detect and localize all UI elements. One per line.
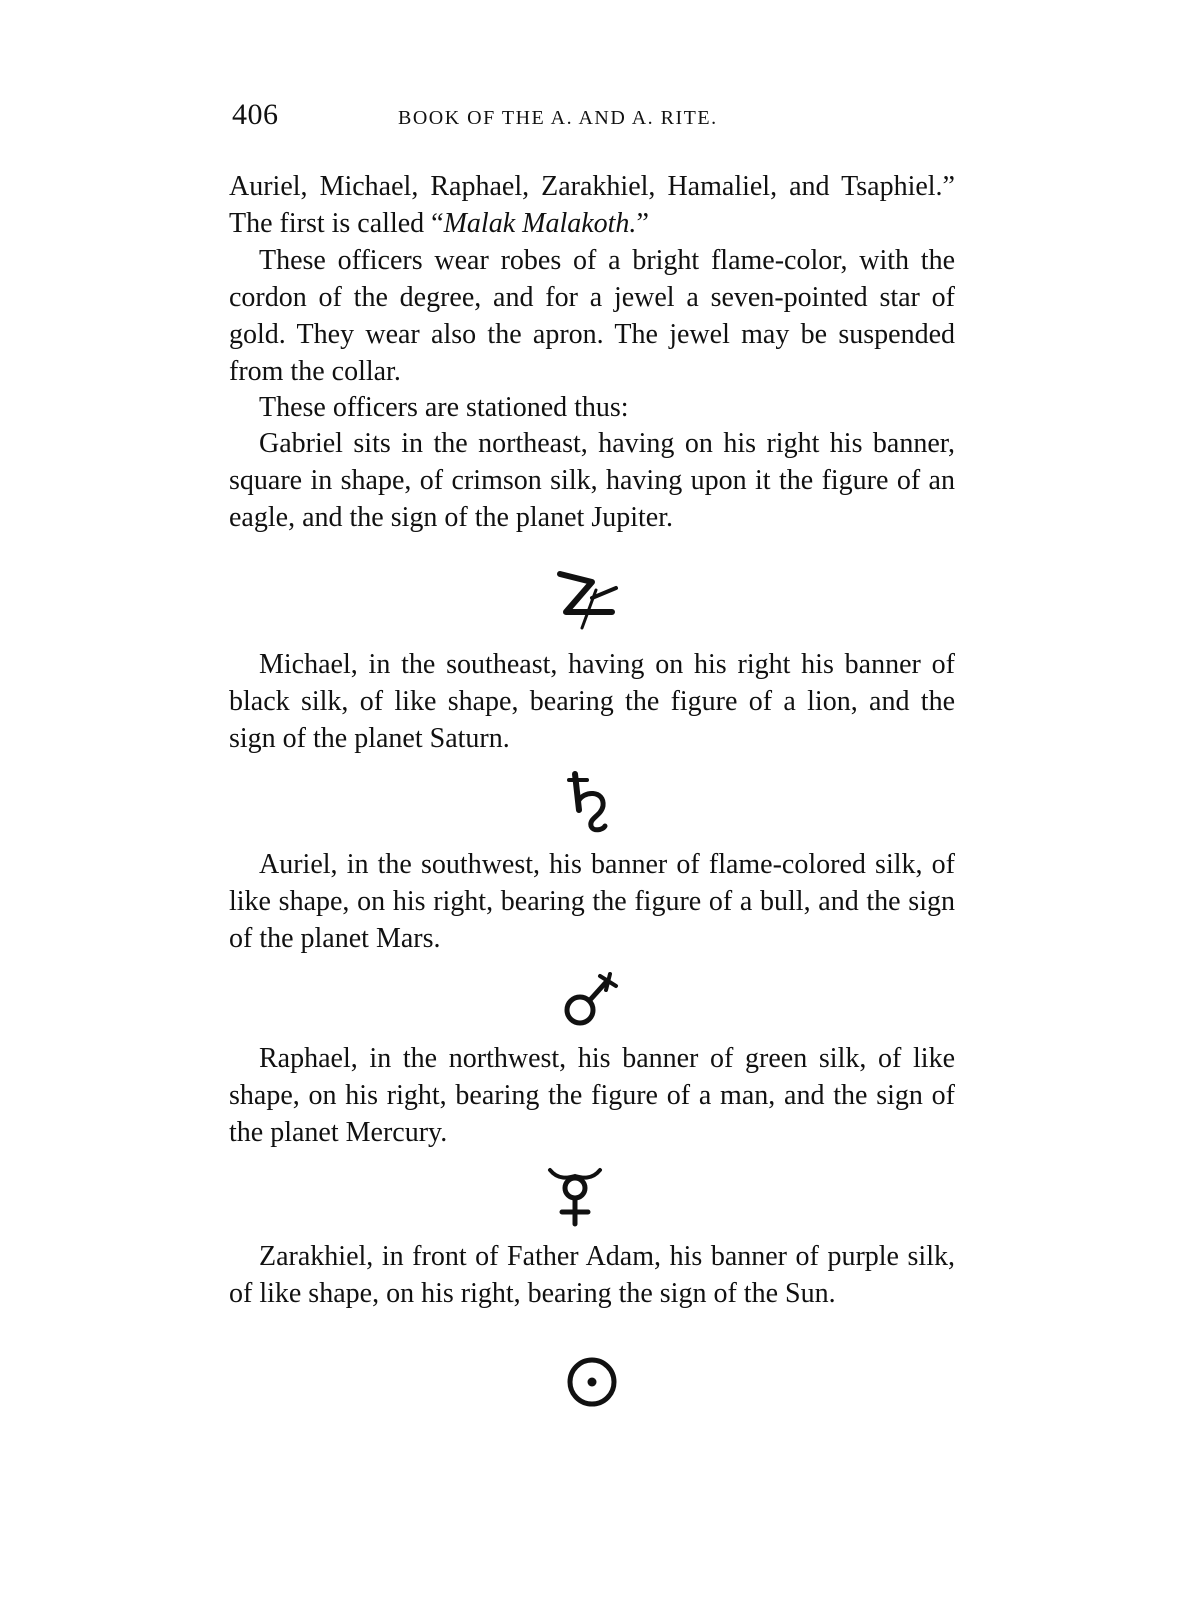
paragraph-raphael: Raphael, in the northwest, his banner of green silk, of like shape, on his right, bearing the figure of a man, and the sign of the planet Mercury. bbox=[229, 1043, 955, 1148]
mars-icon bbox=[560, 970, 620, 1030]
mercury-icon bbox=[540, 1162, 610, 1228]
paragraph-stationed: These officers are stationed thus: bbox=[259, 392, 629, 423]
italic-title: Malak Malakoth. bbox=[443, 208, 637, 239]
running-head: BOOK OF THE A. AND A. RITE. bbox=[398, 107, 718, 129]
page-number: 406 bbox=[232, 98, 279, 131]
paragraph-officers-robes: These officers wear robes of a bright flame-color, with the cordon of the degree, and for a jewel a seven-pointed star of gold. They wear also the apron. The jewel may be suspended from the collar. bbox=[229, 245, 955, 387]
paragraph-zarakhiel: Zarakhiel, in front of Father Adam, his banner of purple silk, of like shape, on his right, bearing the sign of the Sun. bbox=[229, 1241, 955, 1309]
page-header bbox=[232, 98, 832, 138]
paragraph-michael: Michael, in the southeast, having on his right his banner of black silk, of like shape, bearing the figure of a lion, and the sign of the planet Saturn. bbox=[229, 649, 955, 754]
paragraph-angel-names bbox=[229, 168, 955, 242]
closing-quote: ” bbox=[636, 208, 649, 239]
jupiter-icon bbox=[552, 568, 622, 634]
sun-icon bbox=[564, 1354, 620, 1410]
paragraph-auriel: Auriel, in the southwest, his banner of flame-colored silk, of like shape, on his right, bearing the figure of a bull, and the sign of the planet Mars. bbox=[229, 849, 955, 954]
paragraph-gabriel: Gabriel sits in the northeast, having on his right his banner, square in shape, of crimson silk, having upon it the figure of an eagle, and the sign of the planet Jupiter. bbox=[229, 428, 955, 533]
saturn-icon bbox=[565, 770, 615, 836]
paragraph-text: Auriel, Michael, Raphael, Zarakhiel, Hamaliel, and Tsaphiel.” The first is called “ bbox=[229, 171, 955, 239]
